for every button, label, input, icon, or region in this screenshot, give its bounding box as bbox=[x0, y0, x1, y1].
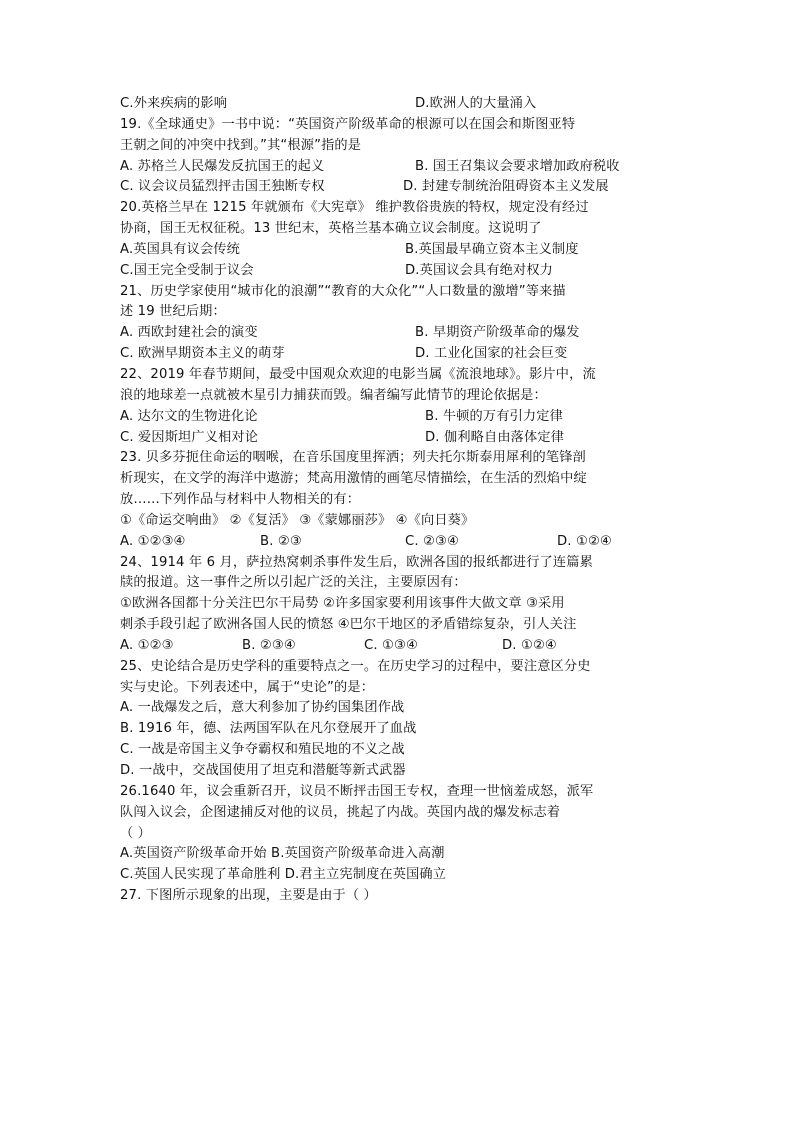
text-line: ①《命运交响曲》 ②《复活》 ③《蒙娜丽莎》 ④《向日葵》 bbox=[120, 512, 475, 528]
text-line: 22、2019 年春节期间，最受中国观众欢迎的电影当属《流浪地球》。影片中，流 bbox=[120, 366, 596, 382]
option-row bbox=[120, 157, 680, 178]
option-left: C. 欧洲早期资本主义的萌芽 bbox=[120, 346, 285, 362]
text-line: 实与史论。下列表述中，属于“史论”的是： bbox=[120, 679, 375, 695]
option-item: D. ①②④ bbox=[502, 637, 557, 653]
text-line: 述 19 世纪后期： bbox=[120, 304, 226, 320]
option-item: C. ①③④ bbox=[364, 637, 418, 653]
option-left: C. 爱因斯坦广义相对论 bbox=[120, 429, 259, 445]
option-right: B. 牛顿的万有引力定律 bbox=[425, 408, 563, 424]
option-row bbox=[120, 94, 680, 115]
text-line: C. 一战是帝国主义争夺霸权和殖民地的不义之战 bbox=[120, 742, 405, 758]
option-row bbox=[120, 428, 680, 449]
option-item: D. ①②④ bbox=[557, 533, 612, 549]
option-right: D. 工业化国家的社会巨变 bbox=[415, 346, 568, 362]
option-left: C.外来疾病的影响 bbox=[120, 96, 228, 111]
text-line: B. 1916 年，德、法两国军队在凡尔登展开了血战 bbox=[120, 721, 417, 737]
option-row bbox=[120, 323, 680, 344]
option-right: B.英国最早确立资本主义制度 bbox=[405, 241, 579, 257]
text-line: C.英国人民实现了革命胜利 D.君主立宪制度在英国确立 bbox=[120, 867, 447, 883]
text-line: 21、历史学家使用“城市化的浪潮”“教育的大众化”“人口数量的激增”等来描 bbox=[120, 283, 566, 299]
option-right: B. 国王召集议会要求增加政府税收 bbox=[415, 158, 620, 174]
option-left: A.英国具有议会传统 bbox=[120, 241, 240, 257]
option-right: D.英国议会具有绝对权力 bbox=[405, 262, 554, 278]
text-line: 放……下列作品与材料中人物相关的有： bbox=[120, 492, 361, 508]
option-row bbox=[120, 177, 680, 198]
text-line: 浪的地球差一点就被木星引力捕获而毁。编者编写此情节的理论依据是： bbox=[120, 387, 547, 403]
text-line: 24、1914 年 6 月，萨拉热窝刺杀事件发生后，欧洲各国的报纸都进行了连篇累 bbox=[120, 554, 593, 570]
option-row bbox=[120, 240, 680, 261]
text-line: D. 一战中，交战国使用了坦克和潜艇等新式武器 bbox=[120, 763, 406, 778]
option-right: D. 伽利略自由落体定律 bbox=[425, 429, 565, 445]
option-row bbox=[120, 532, 680, 553]
text-line: A. 一战爆发之后，意大利参加了协约国集团作战 bbox=[120, 700, 405, 716]
option-left: A. 达尔文的生物进化论 bbox=[120, 408, 258, 424]
option-row bbox=[120, 636, 680, 657]
text-line: A.英国资产阶级革命开始 B.英国资产阶级革命进入高潮 bbox=[120, 846, 445, 862]
option-item: A. ①②③④ bbox=[120, 533, 186, 549]
option-row bbox=[120, 407, 680, 428]
option-item: B. ②③ bbox=[260, 533, 302, 549]
option-left: A. 西欧封建社会的演变 bbox=[120, 325, 258, 341]
text-line: 19.《全球通史》一书中说：“英国资产阶级革命的根源可以在国会和斯图亚特 bbox=[120, 116, 576, 132]
text-line: 队闯入议会，企图逮捕反对他的议员，挑起了内战。英国内战的爆发标志着 bbox=[120, 804, 561, 820]
option-item: A. ①②③ bbox=[120, 637, 174, 653]
text-line: （ ） bbox=[120, 825, 152, 841]
option-row bbox=[120, 344, 680, 365]
text-line: 25、史论结合是历史学科的重要特点之一。在历史学习的过程中，要注意区分史 bbox=[120, 658, 591, 674]
text-line: 27. 下图所示现象的出现，主要是由于（ ） bbox=[120, 888, 377, 904]
text-line: 牍的报道。这一事件之所以引起广泛的关注，主要原因有： bbox=[120, 575, 467, 591]
option-item: B. ②③④ bbox=[242, 637, 296, 653]
text-line: 26.1640 年，议会重新召开，议员不断抨击国王专权，查理一世恼羞成怒，派军 bbox=[120, 783, 594, 799]
exam-page bbox=[120, 94, 680, 907]
text-line: 23. 贝多芬扼住命运的咽喉，在音乐国度里挥洒；列夫托尔斯泰用犀利的笔锋剖 bbox=[120, 450, 586, 466]
option-right: D. 封建专制统治阻碍资本主义发展 bbox=[403, 179, 609, 195]
option-right: B. 早期资产阶级革命的爆发 bbox=[415, 325, 580, 341]
option-right: D.欧洲人的大量涌入 bbox=[415, 96, 537, 111]
text-line: 刺杀手段引起了欧洲各国人民的愤怒 ④巴尔干地区的矛盾错综复杂，引人关注 bbox=[120, 617, 577, 633]
text-line: 协商，国王无权征税。13 世纪末，英格兰基本确立议会制度。这说明了 bbox=[120, 221, 542, 237]
text-line: 20.英格兰早在 1215 年就颁布《大宪章》 维护教俗贵族的特权，规定没有经过 bbox=[120, 200, 589, 216]
option-left: A. 苏格兰人民爆发反抗国王的起义 bbox=[120, 158, 325, 174]
text-line: 王朝之间的冲突中找到。”其“根源”指的是 bbox=[120, 137, 362, 153]
option-left: C.国王完全受制于议会 bbox=[120, 262, 254, 278]
text-line: ①欧洲各国都十分关注巴尔干局势 ②许多国家要利用该事件大做文章 ③采用 bbox=[120, 596, 565, 612]
option-left: C. 议会议员猛烈抨击国王独断专权 bbox=[120, 179, 325, 195]
text-line: 析现实，在文学的海洋中遨游；梵高用激情的画笔尽情描绘，在生活的烈焰中绽 bbox=[120, 471, 587, 487]
option-item: C. ②③④ bbox=[405, 533, 459, 549]
option-row bbox=[120, 261, 680, 282]
